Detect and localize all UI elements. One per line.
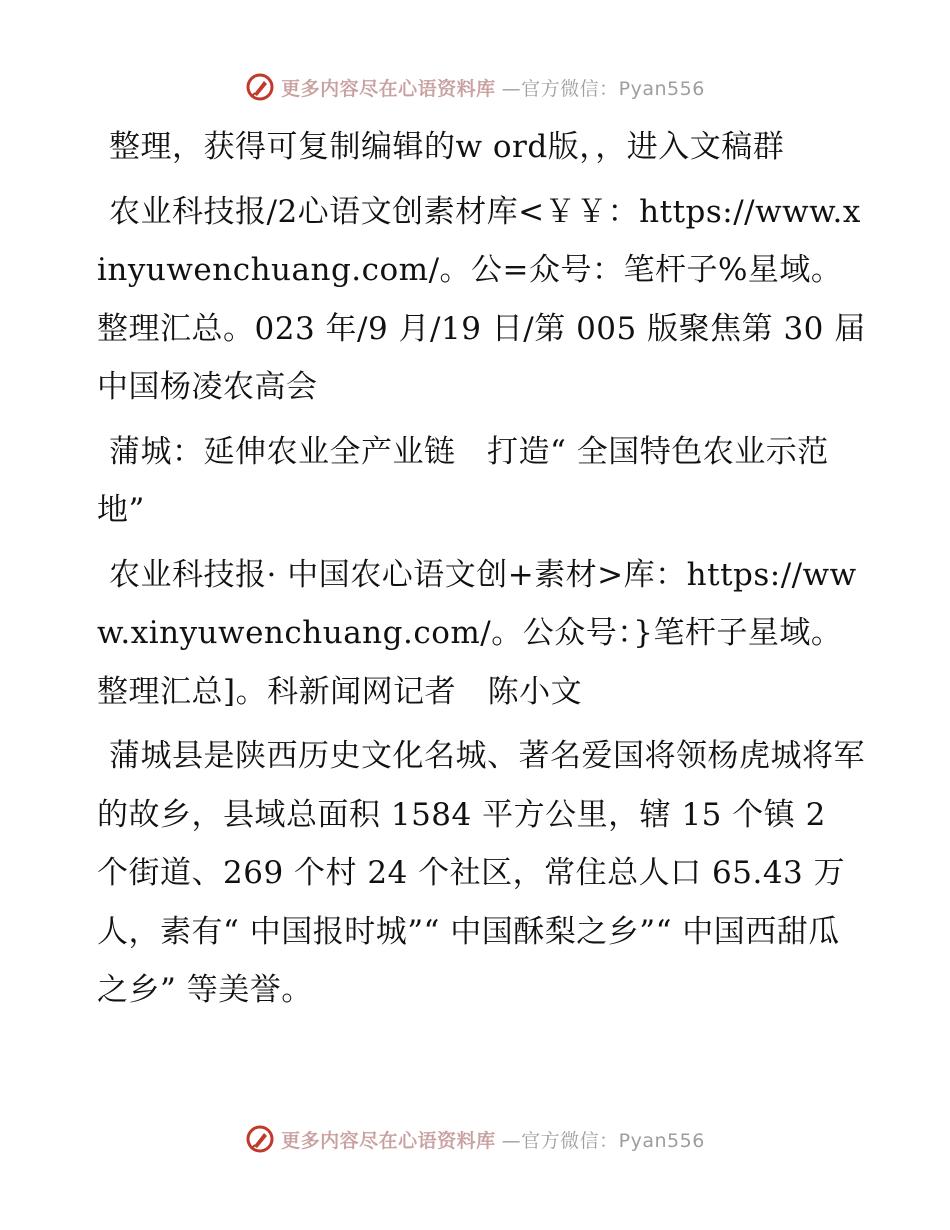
footer-watermark-banner <box>0 1124 950 1154</box>
paragraph-byline: 农业科技报· 中国农心语文创+素材>库：https://www.xinyuwenchuang.com/。公众号：}笔杆子星域。整理汇总]。科新闻网记者 陈小文 <box>97 556 857 710</box>
paragraph-intro: 整理，获得可复制编辑的w ord版，，进入文稿群 <box>109 129 785 165</box>
paragraph-body: 蒲城县是陕西历史文化名城、著名爱国将领杨虎城将军的故乡，县域总面积 1584 平方公里，辖 15 个镇 2 个街道、269 个村 24 个社区，常住总人口 65.43 万人，素有“ 中国报时城”“ 中国酥梨之乡”“ 中国西甜瓜之乡” 等美誉。 <box>97 738 865 1008</box>
article-body <box>97 118 867 1026</box>
paragraph-headline: 蒲城：延伸农业全产业链 打造“ 全国特色农业示范地” <box>97 433 829 528</box>
pen-logo-icon <box>245 1124 275 1154</box>
banner-wechat-text: —官方微信：Pyan556 <box>501 77 705 100</box>
header-watermark-banner <box>0 72 950 102</box>
pen-logo-icon <box>245 72 275 102</box>
paragraph-source: 农业科技报/2心语文创素材库<￥￥：https://www.xinyuwenchuang.com/。公=众号：笔杆子%星域。整理汇总。023 年/9 月/19 日/第 005 版聚焦第 30 届中国杨凌农高会 <box>97 193 866 405</box>
banner-main-text: 更多内容尽在心语资料库 <box>281 1129 496 1152</box>
banner-wechat-text: —官方微信：Pyan556 <box>501 1129 705 1152</box>
banner-main-text: 更多内容尽在心语资料库 <box>281 77 496 100</box>
